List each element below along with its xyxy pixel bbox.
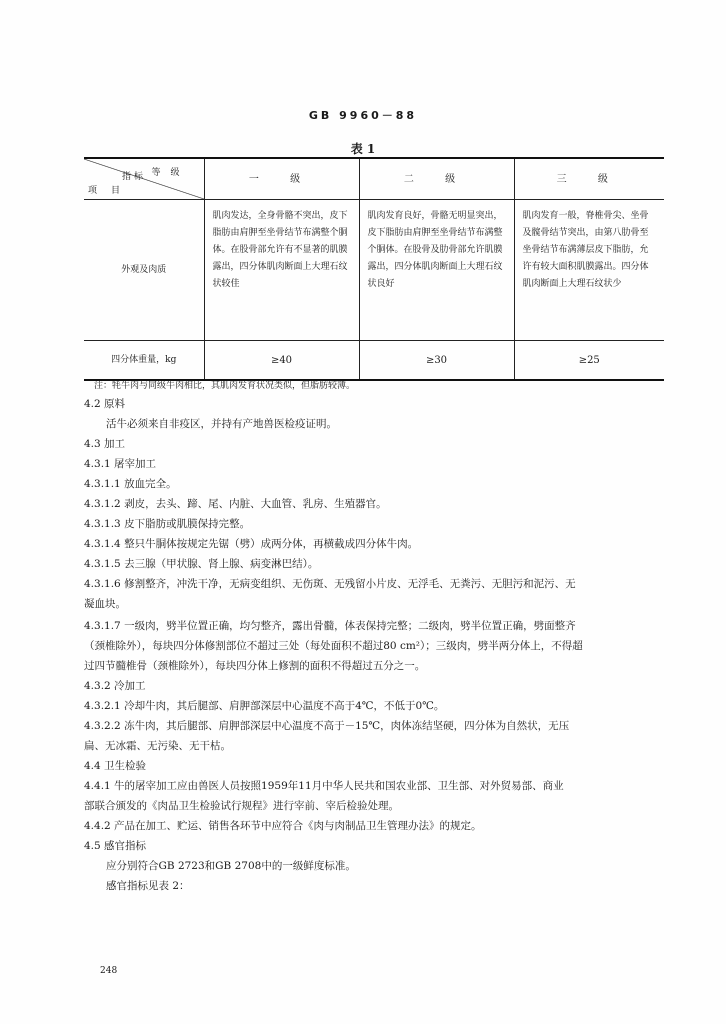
clause-4-3-2-1: 4.3.2.1 冷却牛肉，其后腿部、肩胛部深层中心温度不高于4℃，不低于0℃。 xyxy=(84,700,445,712)
section-4-2-text: 活牛必须来自非疫区，并持有产地兽医检疫证明。 xyxy=(106,418,337,430)
appearance-grade-1: 肌肉发达，全身骨骼不突出，皮下脂肪由肩胛至坐骨结节布满整个胴体。在股骨部允许有不显著的肌膜露出，四分体肌肉断面上大理石纹状较佳 xyxy=(204,200,359,341)
clause-4-3-1-1: 4.3.1.1 放血完全。 xyxy=(84,478,177,490)
clause-4-3-1-7-line2: （颈椎除外），每块四分体修割部位不超过三处（每处面积不超过80 cm²）；三级肉，劈半两分体上，不得超 xyxy=(84,640,583,652)
clause-4-3-1-7-line3: 过四节髓椎骨（颈椎除外），每块四分体上修割的面积不得超过五分之一。 xyxy=(84,660,426,672)
table-row xyxy=(84,341,664,381)
section-4-5-text1: 应分别符合GB 2723和GB 2708中的一级鲜度标准。 xyxy=(106,860,356,872)
appearance-grade-2: 肌肉发育良好，骨骼无明显突出，皮下脂肪由肩胛至坐骨结节布满整个胴体。在股骨及肋骨部允许肌膜露出，四分体肌肉断面上大理石纹状良好 xyxy=(359,200,514,341)
clause-4-3-1-3: 4.3.1.3 皮下脂肪或肌膜保持完整。 xyxy=(84,518,251,530)
table-row xyxy=(84,200,664,341)
corner-label-indicator: 指标 xyxy=(122,172,147,182)
table-title: 表 1 xyxy=(350,142,376,156)
section-4-2-heading: 4.2 原料 xyxy=(84,398,126,410)
section-4-3-2-heading: 4.3.2 冷加工 xyxy=(84,680,146,692)
section-4-5-text2: 感官指标见表 2： xyxy=(106,880,190,892)
clause-4-3-1-7-line1: 4.3.1.7 一级肉，劈半位置正确，均匀整齐，露出骨髓，体表保持完整；二级肉，劈半位置正确，劈面整齐 xyxy=(84,620,576,632)
section-4-3-heading: 4.3 加工 xyxy=(84,438,126,450)
section-4-5-heading: 4.5 感官指标 xyxy=(84,840,147,852)
section-4-4-heading: 4.4 卫生检验 xyxy=(84,760,147,772)
corner-label-grade: 等级 xyxy=(151,168,190,178)
clause-4-3-1-5: 4.3.1.5 去三腺（甲状腺、肾上腺、病变淋巴结）。 xyxy=(84,558,319,570)
weight-grade-2: ≥30 xyxy=(359,341,514,381)
standard-header: GB 9960－88 xyxy=(308,109,418,122)
table-header-row xyxy=(84,158,664,200)
weight-grade-3: ≥25 xyxy=(514,341,664,381)
clause-4-4-1-line2: 部联合颁发的《肉品卫生检验试行规程》进行宰前、宰后检验处理。 xyxy=(84,800,399,812)
table-note: 注：牦牛肉与同级牛肉相比，其肌肉发育状况类似，但脂肪较薄。 xyxy=(94,381,356,391)
appearance-grade-3: 肌肉发育一般，脊椎骨尖、坐骨及髋骨结节突出，由第八肋骨至坐骨结节布满薄层皮下脂肪，允许有较大面积肌膜露出。四分体肌肉断面上大理石纹状少 xyxy=(514,200,664,341)
clause-4-4-1-line1: 4.4.1 牛的屠宰加工应由兽医人员按照1959年11月中华人民共和国农业部、卫生部、对外贸易部、商业 xyxy=(84,780,564,792)
row-label-appearance: 外观及肉质 xyxy=(84,200,204,341)
row-label-weight: 四分体重量，kg xyxy=(84,341,204,381)
grade-table xyxy=(84,157,664,381)
clause-4-4-2: 4.4.2 产品在加工、贮运、销售各环节中应符合《肉与肉制品卫生管理办法》的规定。 xyxy=(84,820,482,832)
clause-4-3-1-6-line1: 4.3.1.6 修割整齐，冲洗干净，无病变组织、无伤斑、无残留小片皮、无浮毛、无粪污、无胆污和泥污、无 xyxy=(84,578,576,590)
clause-4-3-1-6-line2: 凝血块。 xyxy=(84,598,126,610)
grade-header-3: 三 级 xyxy=(514,158,664,200)
clause-4-3-2-2-line1: 4.3.2.2 冻牛肉，其后腿部、肩胛部深层中心温度不高于－15℃，肉体冻结坚硬，四分体为自然状，无压 xyxy=(84,720,570,732)
grade-header-1: 一 级 xyxy=(204,158,359,200)
corner-label-item: 项目 xyxy=(88,186,135,196)
page-number: 248 xyxy=(100,966,118,976)
clause-4-3-1-4: 4.3.1.4 整只牛胴体按规定先锯（劈）成两分体，再横截成四分体牛肉。 xyxy=(84,538,419,550)
clause-4-3-1-2: 4.3.1.2 剥皮，去头、蹄、尾、内脏、大血管、乳房、生殖器官。 xyxy=(84,498,387,510)
weight-grade-1: ≥40 xyxy=(204,341,359,381)
section-4-3-1-heading: 4.3.1 屠宰加工 xyxy=(84,458,157,470)
clause-4-3-2-2-line2: 扁、无冰霜、无污染、无干枯。 xyxy=(84,740,231,752)
table-corner-cell xyxy=(84,158,204,200)
grade-header-2: 二 级 xyxy=(359,158,514,200)
